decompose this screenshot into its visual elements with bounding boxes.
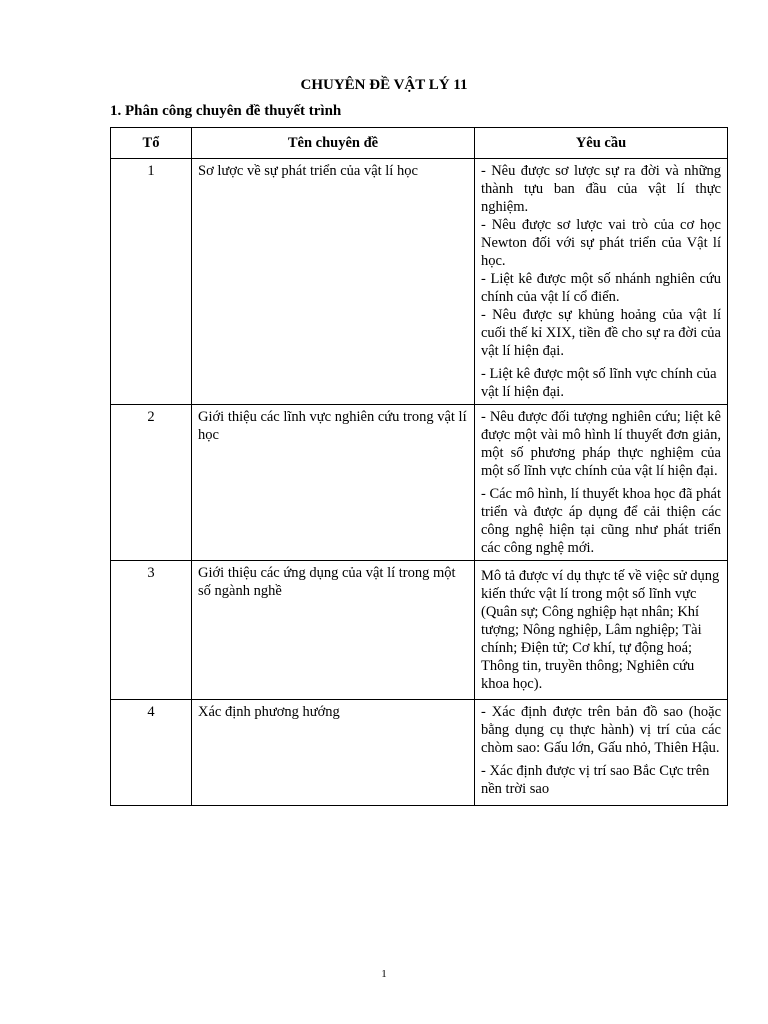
table-row [111, 405, 728, 561]
requirement-item: - Liệt kê được một số nhánh nghiên cứu chính của vật lí cổ điển. [481, 271, 721, 305]
group-number-cell: 4 [111, 700, 192, 806]
table-row [111, 159, 728, 405]
topic-name-cell: Giới thiệu các lĩnh vực nghiên cứu trong vật lí học [192, 405, 475, 561]
requirement-item: - Liệt kê được một số lĩnh vực chính của vật lí hiện đại. [481, 366, 717, 400]
requirement-item: - Các mô hình, lí thuyết khoa học đã phát triển và được áp dụng để cải thiện các công nghệ hiện tại cũng như phát triển các công nghệ mới. [481, 486, 722, 556]
header-topic: Tên chuyên đề [192, 128, 475, 159]
requirement-item: - Xác định được trên bản đồ sao (hoặc bằng dụng cụ thực hành) vị trí của các chòm sao: Gấu lớn, Gấu nhỏ, Thiên Hậu. [481, 704, 721, 756]
section-heading: 1. Phân công chuyên đề thuyết trình [110, 103, 342, 119]
topic-name-cell: Xác định phương hướng [192, 700, 475, 806]
requirements-cell [475, 405, 728, 561]
header-group: Tổ [111, 128, 192, 159]
requirement-item: - Xác định được vị trí sao Bắc Cực trên nền trời sao [481, 763, 710, 797]
topic-name-cell: Sơ lược về sự phát triển của vật lí học [192, 159, 475, 405]
requirement-item: Mô tả được ví dụ thực tế về việc sử dụng kiến thức vật lí trong một số lĩnh vực (Quân sự; Công nghiệp hạt nhân; Khí tượng; Nông nghiệp, Lâm nghiệp; Tài chính; Điện tử; Cơ khí, tự động hoá; Thông tin, truyền thông; Nghiên cứu khoa học). [481, 568, 720, 692]
document-title: CHUYÊN ĐỀ VẬT LÝ 11 [300, 77, 468, 93]
requirement-item: - Nêu được sơ lược vai trò của cơ học Newton đối với sự phát triển của Vật lí học. [481, 217, 721, 269]
requirement-item: - Nêu được đối tượng nghiên cứu; liệt kê được một vài mô hình lí thuyết đơn giản, một số phương pháp thực nghiệm của một số lĩnh vực chính của vật lí hiện đại. [481, 409, 721, 479]
requirements-cell [475, 561, 728, 700]
table-row [111, 561, 728, 700]
requirement-item: - Nêu được sự khủng hoảng của vật lí cuối thế kỉ XIX, tiền đề cho sự ra đời của vật lí hiện đại. [481, 307, 721, 359]
topic-assignment-table [110, 127, 728, 806]
table-row [111, 700, 728, 806]
group-number-cell: 3 [111, 561, 192, 700]
requirements-cell [475, 159, 728, 405]
table-header-row [111, 128, 728, 159]
group-number-cell: 2 [111, 405, 192, 561]
page-number: 1 [381, 968, 387, 980]
requirement-item: - Nêu được sơ lược sự ra đời và những thành tựu ban đầu của vật lí thực nghiệm. [481, 163, 721, 215]
group-number-cell: 1 [111, 159, 192, 405]
requirements-cell [475, 700, 728, 806]
topic-name-cell: Giới thiệu các ứng dụng của vật lí trong một số ngành nghề [192, 561, 475, 700]
header-requirements: Yêu cầu [475, 128, 728, 159]
